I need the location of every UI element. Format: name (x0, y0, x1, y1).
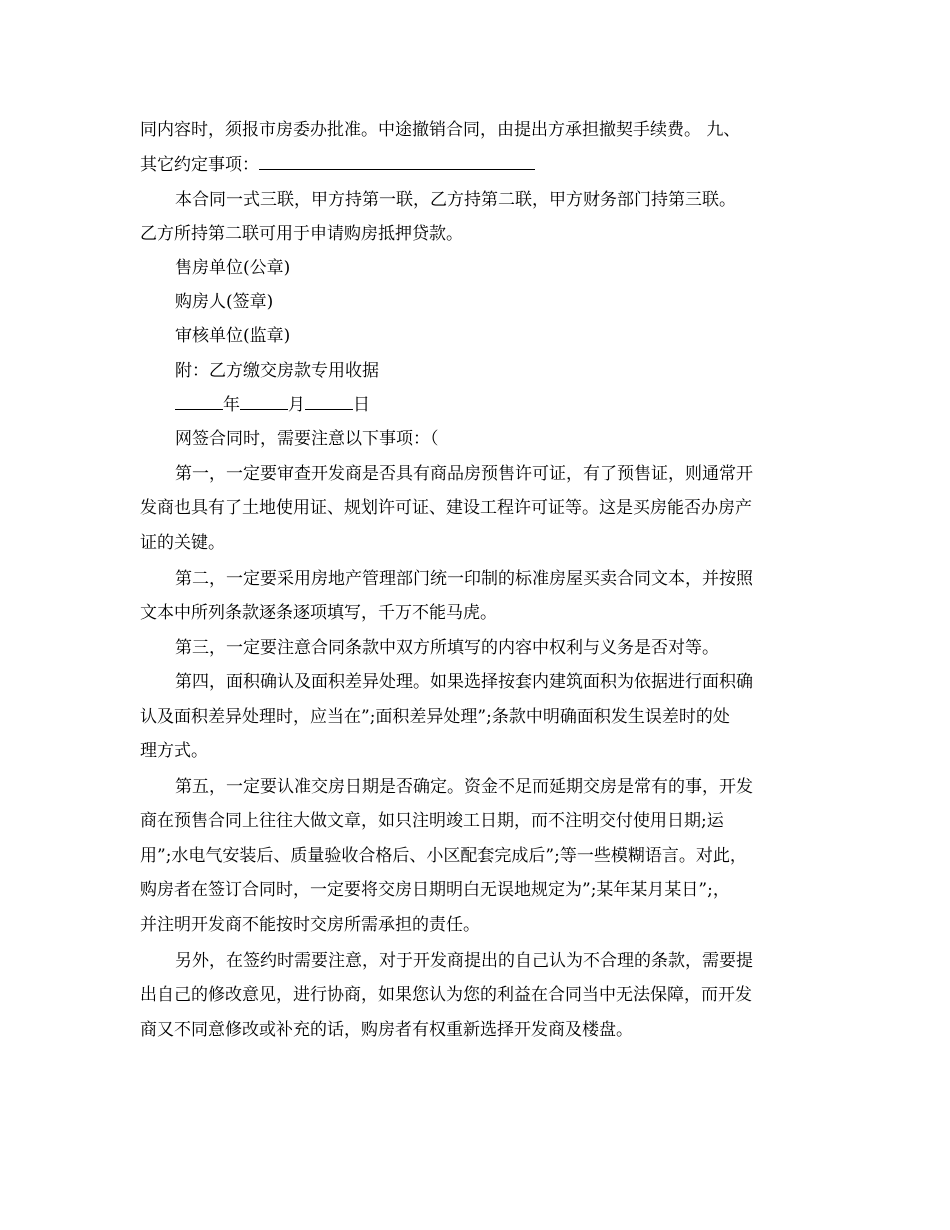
attachment-note: 附：乙方缴交房款专用收据 (175, 361, 379, 381)
text-line: 第三，一定要注意合同条款中双方所填写的内容中权利与义务是否对等。 (175, 638, 719, 658)
text-line: 认及面积差异处理时，应当在”;面积差异处理”;条款中明确面积发生误差时的处 (140, 707, 730, 727)
text-line: 第一，一定要审查开发商是否具有商品房预售许可证，有了预售证，则通常开 (175, 464, 753, 484)
text-line: 另外，在签约时需要注意，对于开发商提出的自己认为不合理的条款，需要提 (175, 951, 753, 971)
fill-in-blank (259, 155, 535, 170)
text-line: 第五，一定要认准交房日期是否确定。资金不足而延期交房是常有的事，开发 (175, 777, 753, 797)
text-line: 同内容时，须报市房委办批准。中途撤销合同，由提出方承担撤契手续费。 九、 (140, 120, 741, 140)
text-line: 发商也具有了土地使用证、规划许可证、建设工程许可证等。这是买房能否办房产 (140, 498, 752, 518)
section-heading: 网签合同时，需要注意以下事项：（ (175, 429, 439, 449)
text-line: 购房者在签订合同时，一定要将交房日期明白无误地规定为”;某年某月某日”;， (140, 880, 730, 900)
month-blank (240, 395, 288, 410)
date-line (175, 395, 370, 415)
year-blank (175, 395, 223, 410)
text-label: 其它约定事项： (140, 155, 259, 175)
day-label: 日 (353, 395, 370, 415)
text-line: 用”;水电气安装后、质量验收合格后、小区配套完成后”;等一些模糊语言。对此， (140, 846, 747, 866)
signature-seller: 售房单位(公章) (175, 258, 291, 278)
text-line: 第二，一定要采用房地产管理部门统一印制的标准房屋买卖合同文本，并按照 (175, 569, 753, 589)
text-line: 第四，面积确认及面积差异处理。如果选择按套内建筑面积为依据进行面积确 (175, 672, 753, 692)
day-blank (305, 395, 353, 410)
year-label: 年 (223, 395, 240, 415)
signature-reviewer: 审核单位(监章) (175, 326, 291, 346)
text-line: 本合同一式三联，甲方持第一联，乙方持第二联，甲方财务部门持第三联。 (175, 190, 736, 210)
text-line: 证的关键。 (140, 533, 225, 553)
text-line: 文本中所列条款逐条逐项填写，千万不能马虎。 (140, 603, 497, 623)
text-line: 理方式。 (140, 741, 208, 761)
signature-buyer: 购房人(签章) (175, 292, 274, 312)
month-label: 月 (288, 395, 305, 415)
text-line: 乙方所持第二联可用于申请购房抵押贷款。 (140, 224, 463, 244)
text-line-with-blank (140, 155, 535, 175)
text-line: 出自己的修改意见，进行协商，如果您认为您的利益在合同当中无法保障，而开发 (140, 985, 752, 1005)
text-line: 商又不同意修改或补充的话，购房者有权重新选择开发商及楼盘。 (140, 1020, 633, 1040)
text-line: 并注明开发商不能按时交房所需承担的责任。 (140, 915, 480, 935)
text-line: 商在预售合同上往往大做文章，如只注明竣工日期，而不注明交付使用日期;运 (140, 811, 724, 831)
